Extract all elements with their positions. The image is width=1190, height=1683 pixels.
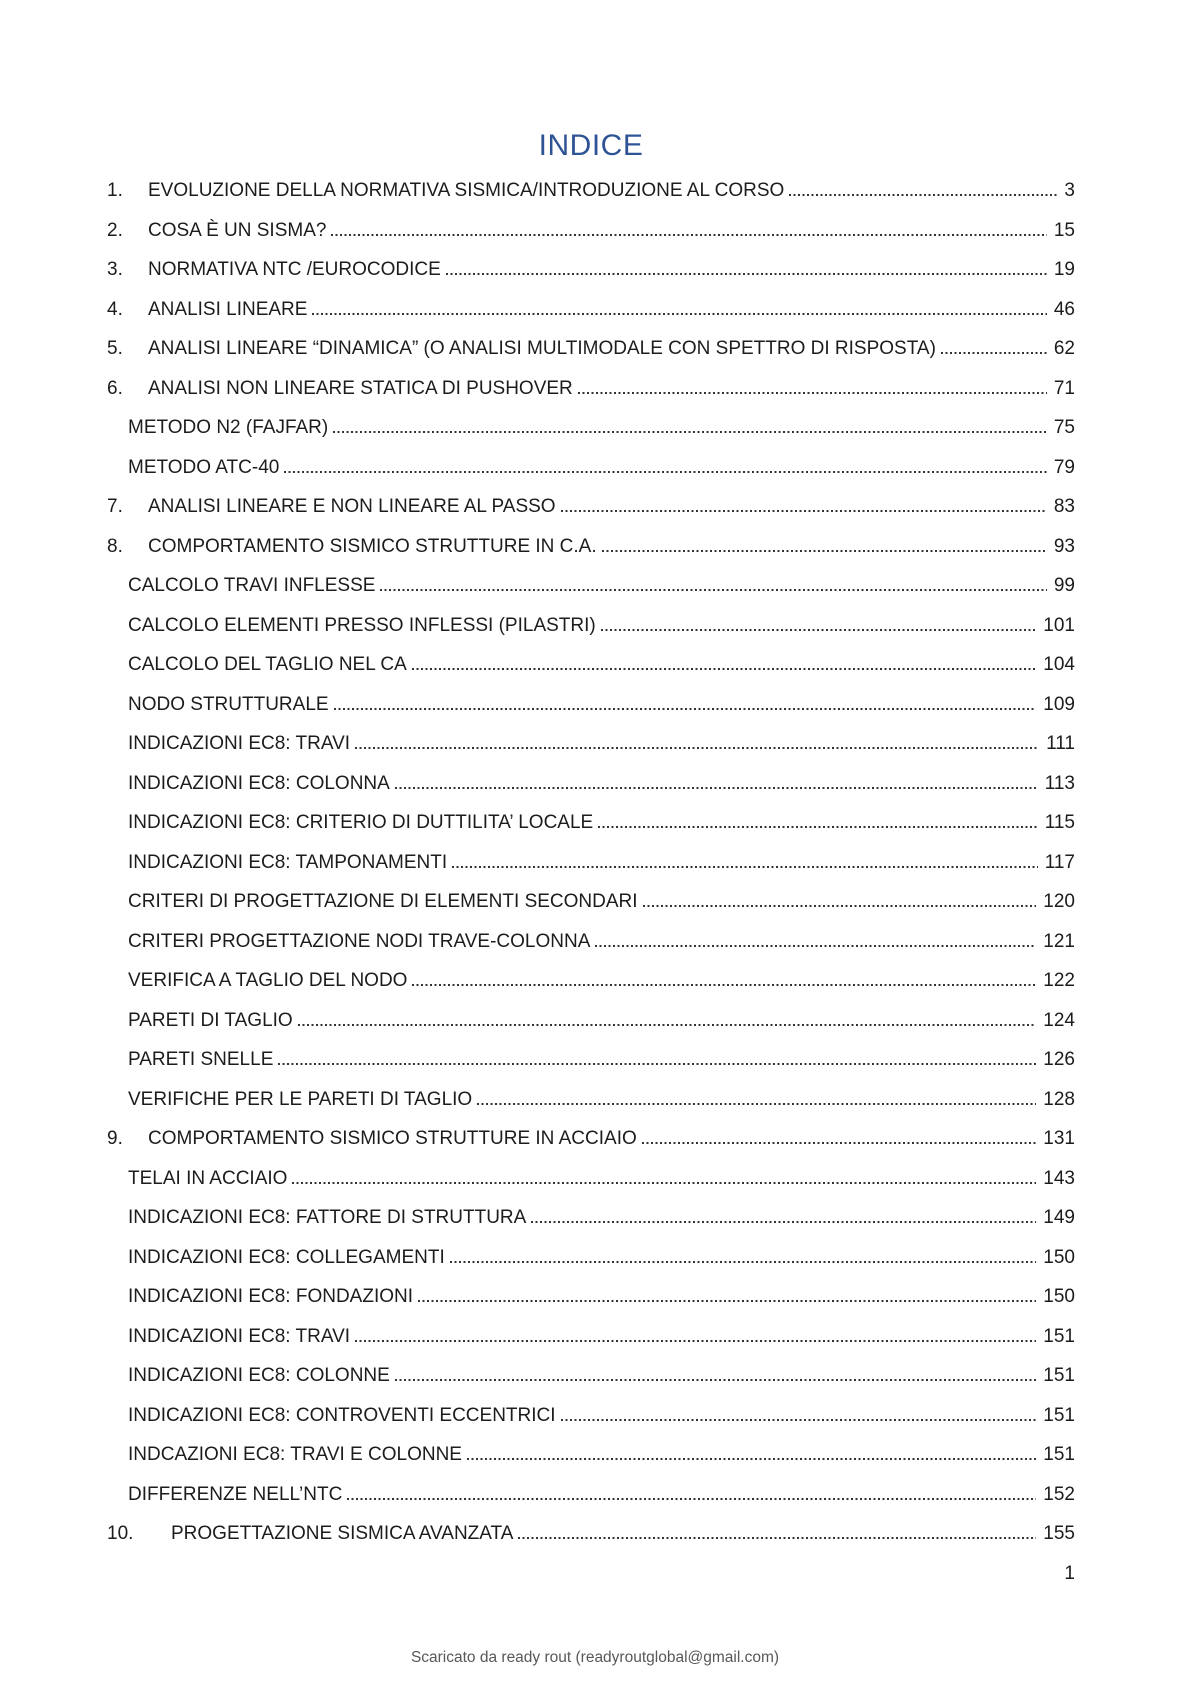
toc-entry[interactable] [107, 1040, 1075, 1080]
dot-leader [395, 787, 1038, 789]
dot-leader [395, 1379, 1036, 1381]
dot-leader [452, 866, 1038, 868]
toc-entry-label: ANALISI NON LINEARE STATICA DI PUSHOVER [148, 377, 573, 399]
toc-entry-page: 151 [1043, 1444, 1075, 1465]
toc-entry-page: 15 [1053, 219, 1075, 241]
toc-entry[interactable] [107, 1356, 1075, 1396]
toc-entry-page: 93 [1053, 535, 1075, 557]
toc-entry-label: CALCOLO ELEMENTI PRESSO INFLESSI (PILASTRI) [128, 614, 596, 636]
toc-entry-label: VERIFICHE PER LE PARETI DI TAGLIO [128, 1088, 473, 1110]
dot-leader [642, 1142, 1037, 1144]
toc-entry-label: INDCAZIONI EC8: TRAVI E COLONNE [128, 1444, 462, 1465]
toc-entry-label: NODO STRUTTURALE [128, 693, 329, 715]
dot-leader [418, 1300, 1036, 1302]
toc-entry-label: INDICAZIONI EC8: TAMPONAMENTI [128, 851, 448, 873]
toc-entry-label: EVOLUZIONE DELLA NORMATIVA SISMICA/INTRODUZIONE AL CORSO [148, 180, 785, 201]
toc-entry-page: 113 [1044, 772, 1075, 794]
dot-leader [284, 471, 1047, 473]
dot-leader [941, 352, 1047, 354]
toc-entry-label: COMPORTAMENTO SISMICO STRUTTURE IN C.A. [148, 535, 597, 557]
toc-entry-page: 117 [1044, 851, 1075, 873]
dot-leader [518, 1537, 1036, 1539]
toc-entry-label: VERIFICA A TAGLIO DEL NODO [128, 970, 408, 991]
toc-entry[interactable] [107, 369, 1075, 409]
dot-leader [333, 431, 1047, 433]
dot-leader [355, 747, 1039, 749]
dot-leader [278, 1063, 1036, 1065]
toc-entry-label: PARETI SNELLE [128, 1049, 274, 1070]
toc-entry[interactable] [107, 1317, 1075, 1357]
toc-entry[interactable] [107, 724, 1075, 764]
toc-entry[interactable] [107, 764, 1075, 804]
toc-entry-label: METODO ATC-40 [128, 456, 280, 478]
toc-entry-number: 6. [107, 377, 123, 399]
toc-entry-label: INDICAZIONI EC8: FATTORE DI STRUTTURA [128, 1207, 527, 1228]
toc-entry-number: 9. [107, 1128, 123, 1149]
toc-entry-number: 7. [107, 496, 123, 517]
toc-entry-label: ANALISI LINEARE [148, 298, 308, 320]
dot-leader [347, 1498, 1036, 1500]
toc-entry-number: 4. [107, 298, 123, 320]
toc-entry-label: CRITERI PROGETTAZIONE NODI TRAVE-COLONNA [128, 930, 591, 952]
toc-entry-page: 79 [1053, 456, 1075, 478]
toc-entry[interactable] [107, 1159, 1075, 1199]
toc-entry-label: METODO N2 (FAJFAR) [128, 417, 329, 438]
toc-entry-label: PARETI DI TAGLIO [128, 1009, 293, 1031]
toc-entry-page: 126 [1043, 1049, 1075, 1070]
dot-leader [601, 629, 1037, 631]
toc-entry-page: 150 [1043, 1246, 1075, 1268]
dot-leader [331, 234, 1046, 236]
toc-entry[interactable] [107, 250, 1075, 290]
dot-leader [298, 1024, 1037, 1026]
toc-entry-page: 62 [1053, 338, 1075, 359]
toc-entry[interactable] [107, 685, 1075, 725]
toc-entry-label: INDICAZIONI EC8: TRAVI [128, 733, 351, 754]
dot-leader [477, 1103, 1036, 1105]
dot-leader [380, 589, 1046, 591]
toc-entry-number: 10. [107, 1523, 134, 1544]
toc-entry[interactable] [107, 1001, 1075, 1041]
toc-entry-page: 155 [1043, 1523, 1075, 1544]
toc-entry-label: CALCOLO TRAVI INFLESSE [128, 575, 376, 596]
toc-entry-page: 75 [1053, 417, 1075, 438]
toc-entry-page: 151 [1043, 1325, 1075, 1347]
dot-leader [595, 945, 1036, 947]
toc-entry[interactable] [107, 1277, 1075, 1317]
toc-entry[interactable] [107, 882, 1075, 922]
dot-leader [561, 510, 1047, 512]
dot-leader [446, 273, 1047, 275]
toc-entry[interactable] [107, 566, 1075, 606]
toc-entry[interactable] [107, 329, 1075, 369]
toc-entry-label: INDICAZIONI EC8: TRAVI [128, 1325, 351, 1347]
toc-entry-page: 83 [1053, 496, 1075, 517]
toc-entry-page: 101 [1043, 614, 1075, 636]
toc-entry[interactable] [107, 922, 1075, 962]
toc-entry-page: 131 [1043, 1128, 1075, 1149]
dot-leader [789, 194, 1057, 196]
dot-leader [467, 1458, 1036, 1460]
toc-entry-number: 5. [107, 338, 123, 359]
toc-entry-page: 151 [1043, 1404, 1075, 1426]
toc-entry[interactable] [107, 843, 1075, 883]
dot-leader [598, 826, 1038, 828]
dot-leader [312, 313, 1046, 315]
dot-leader [355, 1340, 1036, 1342]
toc-entry-label: NORMATIVA NTC /EUROCODICE [148, 259, 441, 280]
dot-leader [292, 1182, 1036, 1184]
toc-entry-page: 19 [1053, 259, 1075, 280]
toc-entry[interactable] [107, 1514, 1075, 1554]
toc-entry-label: COSA È UN SISMA? [148, 219, 327, 241]
toc-entry[interactable] [107, 1396, 1075, 1436]
toc-entry-page: 152 [1043, 1483, 1075, 1505]
toc-entry-number: 2. [107, 219, 123, 241]
toc-entry-label: INDICAZIONI EC8: CONTROVENTI ECCENTRICI [128, 1404, 556, 1426]
dot-leader [412, 984, 1036, 986]
toc-entry-label: CRITERI DI PROGETTAZIONE DI ELEMENTI SECONDARI [128, 891, 638, 912]
toc-entry-label: ANALISI LINEARE E NON LINEARE AL PASSO [148, 496, 556, 517]
dot-leader [643, 905, 1037, 907]
table-of-contents [107, 171, 1075, 1554]
toc-entry-page: 3 [1064, 180, 1075, 201]
toc-entry[interactable] [107, 487, 1075, 527]
toc-entry-label: DIFFERENZE NELL’NTC [128, 1483, 343, 1505]
page-title: INDICE [538, 129, 644, 162]
toc-entry[interactable] [107, 527, 1075, 567]
toc-entry[interactable] [107, 290, 1075, 330]
toc-entry-page: 124 [1043, 1009, 1075, 1031]
toc-entry-label: INDICAZIONI EC8: COLLEGAMENTI [128, 1246, 445, 1268]
toc-entry[interactable] [107, 606, 1075, 646]
toc-entry-page: 46 [1053, 298, 1075, 320]
toc-entry[interactable] [107, 448, 1075, 488]
dot-leader [602, 550, 1047, 552]
toc-entry-page: 151 [1043, 1365, 1075, 1386]
dot-leader [578, 392, 1047, 394]
toc-entry-number: 1. [107, 180, 123, 201]
toc-entry-label: ANALISI LINEARE “DINAMICA” (O ANALISI MULTIMODALE CON SPETTRO DI RISPOSTA) [148, 338, 936, 359]
toc-entry[interactable] [107, 1238, 1075, 1278]
toc-entry[interactable] [107, 211, 1075, 251]
footer-note: Scaricato da ready rout (readyroutglobal@gmail.com) [410, 1649, 780, 1666]
toc-entry[interactable] [107, 171, 1075, 211]
toc-entry-page: 128 [1043, 1088, 1075, 1110]
toc-entry-page: 109 [1043, 693, 1075, 715]
toc-entry-label: PROGETTAZIONE SISMICA AVANZATA [171, 1523, 514, 1544]
toc-entry-label: TELAI IN ACCIAIO [128, 1167, 288, 1189]
toc-entry-page: 143 [1043, 1167, 1075, 1189]
toc-entry-page: 150 [1043, 1286, 1075, 1307]
toc-entry-page: 122 [1043, 970, 1075, 991]
toc-entry[interactable] [107, 408, 1075, 448]
toc-entry-page: 121 [1043, 930, 1075, 952]
dot-leader [561, 1419, 1037, 1421]
toc-entry-label: CALCOLO DEL TAGLIO NEL CA [128, 654, 407, 675]
toc-entry-page: 120 [1043, 891, 1075, 912]
toc-entry-label: INDICAZIONI EC8: CRITERIO DI DUTTILITA’ LOCALE [128, 812, 594, 833]
toc-entry-label: INDICAZIONI EC8: COLONNE [128, 1365, 390, 1386]
toc-entry-page: 115 [1044, 812, 1075, 833]
toc-entry[interactable] [107, 1475, 1075, 1515]
dot-leader [531, 1221, 1036, 1223]
toc-entry-label: INDICAZIONI EC8: COLONNA [128, 772, 390, 794]
toc-entry-label: COMPORTAMENTO SISMICO STRUTTURE IN ACCIAIO [148, 1128, 637, 1149]
dot-leader [450, 1261, 1037, 1263]
toc-entry[interactable] [107, 803, 1075, 843]
toc-entry-page: 99 [1053, 575, 1075, 596]
toc-entry[interactable] [107, 961, 1075, 1001]
toc-entry[interactable] [107, 1435, 1075, 1475]
toc-entry-page: 149 [1043, 1207, 1075, 1228]
toc-entry-page: 111 [1046, 733, 1075, 754]
dot-leader [412, 668, 1037, 670]
toc-entry-number: 8. [107, 535, 123, 557]
toc-entry[interactable] [107, 1198, 1075, 1238]
toc-entry-page: 104 [1043, 654, 1075, 675]
dot-leader [334, 708, 1037, 710]
toc-entry-page: 71 [1053, 377, 1075, 399]
toc-entry-label: INDICAZIONI EC8: FONDAZIONI [128, 1286, 414, 1307]
toc-entry[interactable] [107, 645, 1075, 685]
toc-entry[interactable] [107, 1080, 1075, 1120]
toc-entry-number: 3. [107, 259, 123, 280]
page-number: 1 [1064, 1563, 1075, 1584]
toc-entry[interactable] [107, 1119, 1075, 1159]
